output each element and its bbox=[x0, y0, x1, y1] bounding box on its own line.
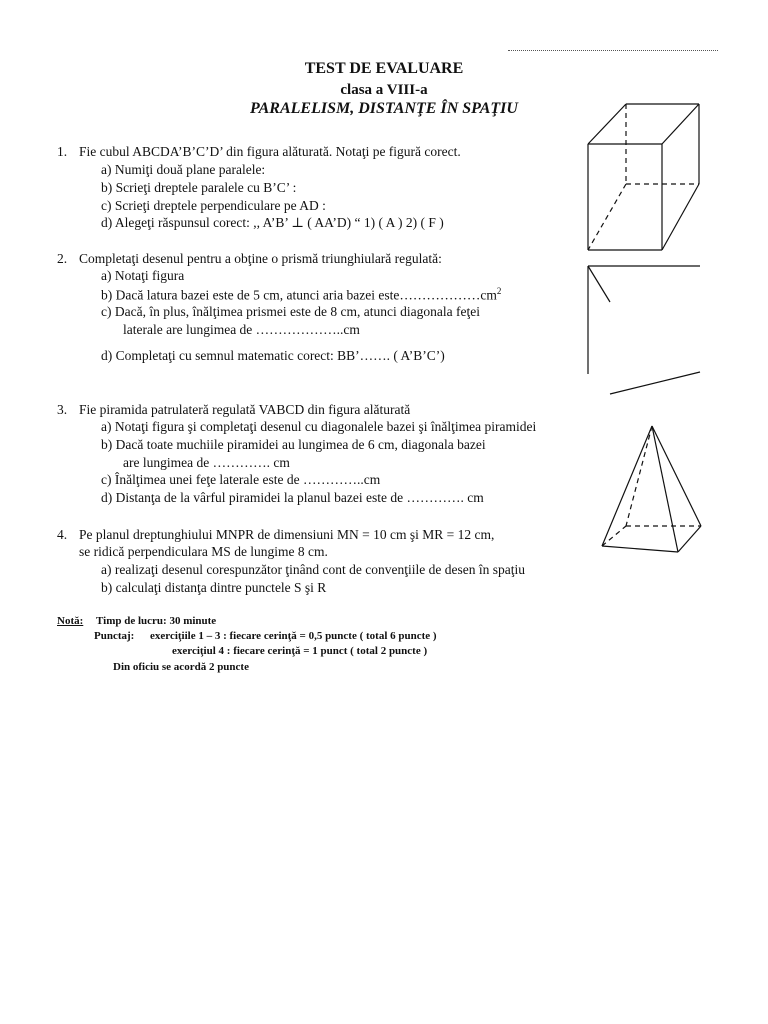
note-score-label: Punctaj: bbox=[94, 630, 135, 642]
q4-text-line2: se ridică perpendiculara MS de lungime 8 cm. bbox=[79, 544, 328, 559]
q3-b-line2: are lungimea de …………. cm bbox=[123, 455, 290, 470]
cube-edge bbox=[662, 104, 699, 144]
pyramid-base-edge bbox=[678, 526, 701, 552]
q3-c: c) Înălţimea unei feţe laterale este de …………..cm bbox=[101, 472, 381, 487]
q2-b bbox=[101, 286, 501, 304]
q1-a: a) Numiţi două plane paralele: bbox=[101, 162, 266, 177]
class-label: clasa a VIII-a bbox=[340, 82, 428, 98]
pyramid-edge bbox=[652, 426, 678, 552]
q1-number: 1. bbox=[57, 144, 68, 159]
q3-d: d) Distanţa de la vârful piramidei la planul bazei este de …………. cm bbox=[101, 490, 484, 505]
cube-edge bbox=[662, 184, 699, 250]
q1-d: d) Alegeţi răspunsul corect: ,, A’B’ ⊥ ( AA’D) “ 1) ( A ) 2) ( F ) bbox=[101, 215, 444, 230]
q1-b: b) Scrieţi dreptele paralele cu B’C’ : bbox=[101, 180, 297, 195]
q2-b-superscript: 2 bbox=[496, 286, 502, 296]
q2-c-line2: laterale are lungimea de ………………..cm bbox=[123, 322, 360, 337]
q3-number: 3. bbox=[57, 402, 68, 417]
pyramid-edge bbox=[652, 426, 701, 526]
q2-d: d) Completaţi cu semnul matematic corect: BB’……. ( A’B’C’) bbox=[101, 348, 445, 363]
q2-b-text: b) Dacă latura bazei este de 5 cm, atunci aria bazei este………………cm bbox=[101, 287, 497, 303]
q2-c-line1: c) Dacă, în plus, înălţimea prismei este de 8 cm, atunci diagonala feţei bbox=[101, 304, 480, 319]
q3-text: Fie piramida patrulateră regulată VABCD din figura alăturată bbox=[79, 402, 411, 417]
name-dotted-line bbox=[508, 50, 718, 51]
note-score-2: exerciţiul 4 : fiecare cerinţă = 1 punct ( total 2 puncte ) bbox=[172, 645, 428, 657]
pyramid-base-edge bbox=[602, 546, 678, 552]
note-score-1: exerciţiile 1 – 3 : fiecare cerinţă = 0,5 puncte ( total 6 puncte ) bbox=[150, 630, 437, 642]
q4-b: b) calculaţi distanţa dintre punctele S şi R bbox=[101, 580, 327, 595]
subject-title: PARALELISM, DISTANŢE ÎN SPAŢIU bbox=[250, 100, 518, 117]
cube-figure bbox=[582, 96, 712, 256]
q2-number: 2. bbox=[57, 251, 68, 266]
prism-figure bbox=[582, 262, 706, 402]
cube-hidden-edge bbox=[588, 184, 626, 250]
pyramid-edge bbox=[602, 426, 652, 546]
q4-text-line1: Pe planul dreptunghiului MNPR de dimensiuni MN = 10 cm şi MR = 12 cm, bbox=[79, 527, 495, 542]
q3-b-line1: b) Dacă toate muchiile piramidei au lungimea de 6 cm, diagonala bazei bbox=[101, 437, 486, 452]
q2-a: a) Notaţi figura bbox=[101, 268, 185, 283]
pyramid-hidden-edge bbox=[626, 426, 652, 526]
q3-a: a) Notaţi figura şi completaţi desenul cu diagonalele bazei şi înălţimea piramidei bbox=[101, 419, 537, 434]
note-time: Timp de lucru: 30 minute bbox=[96, 615, 217, 627]
note-label: Notă: bbox=[57, 615, 84, 627]
q4-a: a) realizaţi desenul corespunzător ţinând cont de convenţiile de desen în spaţiu bbox=[101, 562, 525, 577]
q2-text: Completaţi desenul pentru a obţine o prismă triunghiulară regulată: bbox=[79, 251, 442, 266]
note-official: Din oficiu se acordă 2 puncte bbox=[113, 661, 249, 673]
q1-text: Fie cubul ABCDA’B’C’D’ din figura alăturată. Notaţi pe figură corect. bbox=[79, 144, 461, 159]
prism-base-edge bbox=[610, 372, 700, 394]
pyramid-figure bbox=[596, 420, 708, 560]
q4-number: 4. bbox=[57, 527, 68, 542]
test-title: TEST DE EVALUARE bbox=[304, 60, 464, 77]
q1-c: c) Scrieţi dreptele perpendiculare pe AD : bbox=[101, 198, 326, 213]
cube-edge bbox=[588, 104, 626, 144]
prism-top-edge bbox=[588, 266, 610, 302]
